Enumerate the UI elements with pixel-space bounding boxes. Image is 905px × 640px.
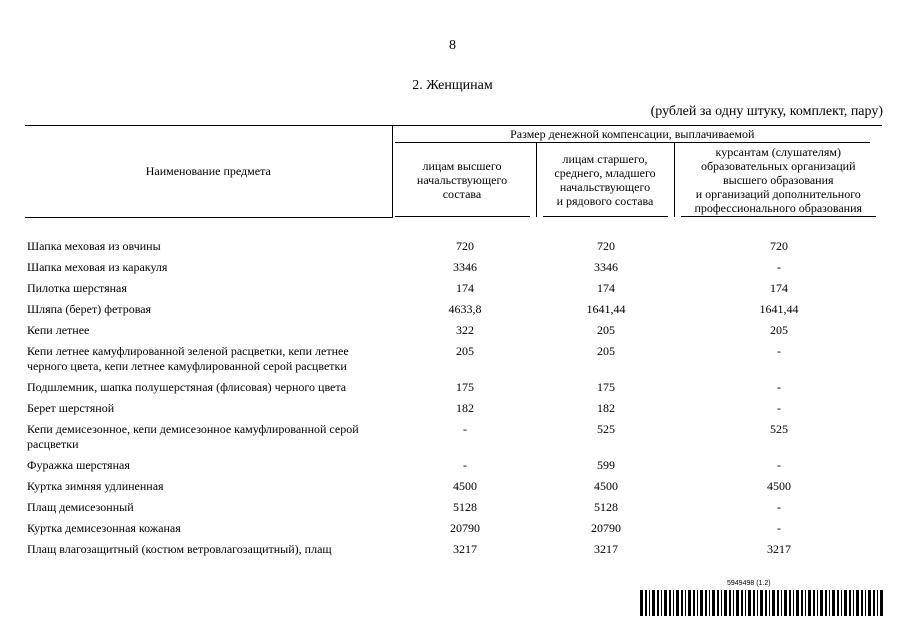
header-line: начальствующего [416,172,508,187]
item-name-cell: Кепи летнее камуфлированной зеленой расцветки, кепи летнее черного цвета, кепи летнее камуфлированной серой расцветки [27,343,349,373]
barcode-bar [841,590,842,616]
header-line: начальствующего [559,179,651,194]
barcode-bar [808,590,811,616]
cadets-value: 174 [770,280,788,295]
senior-command-value: 3346 [453,259,477,274]
barcode-bar [753,590,755,616]
senior-command-value: 20790 [450,520,480,535]
mid-junior-rank-value: 3346 [594,259,618,274]
senior-command-value: 4633,8 [448,301,482,316]
mid-junior-rank-value: 174 [597,280,615,295]
item-name-cell: Фуражка шерстяная [27,457,130,472]
mid-junior-rank-value: 20790 [591,520,621,535]
barcode-bar [745,590,746,616]
senior-command-value: 720 [456,238,474,253]
barcode-bar [664,590,667,616]
barcode-bar [676,590,679,616]
mid-junior-rank-value: 599 [597,457,615,472]
barcode-bar [661,590,662,616]
header-line: и организаций дополнительного [695,186,861,201]
barcode-bar [784,590,787,616]
barcode-bar [868,590,871,616]
barcode-bar [645,590,647,616]
item-name-cell: Берет шерстяной [27,400,115,415]
barcode-bar [765,590,767,616]
senior-command-value: - [463,421,467,436]
barcode-bar [736,590,739,616]
barcode-bar [712,590,715,616]
header-item-name: Наименование предмета [25,126,392,218]
senior-command-value: 5128 [453,499,477,514]
barcode-bar [748,590,751,616]
item-name-cell: Подшлемник, шапка полушерстяная (флисовая) черного цвета [27,379,347,394]
barcode-bar [829,590,830,616]
item-name-cell: Плащ влагозащитный (костюм ветровлагозащитный), плащ [27,541,332,556]
mid-junior-rank-value: 525 [597,421,615,436]
cadets-value: - [777,400,781,415]
barcode-bar [880,590,883,616]
barcode-bar [832,590,835,616]
item-name-cell: Плащ демисезонный [27,499,134,514]
header-line: курсантам (слушателям) [715,144,841,159]
barcode-bar [669,590,671,616]
header-mid-junior-rank [536,143,674,217]
header-compensation-label: Размер денежной компенсации, выплачиваемой [395,126,871,143]
mid-junior-rank-value: 4500 [594,478,618,493]
cadets-value: 525 [770,421,788,436]
cadets-value: - [777,457,781,472]
barcode-bar [652,590,655,616]
table-row [25,539,882,560]
barcode-bar [772,590,775,616]
barcode-bar [640,590,643,616]
barcode-bar [760,590,763,616]
mid-junior-rank-value: 5128 [594,499,618,514]
item-name-cell: Кепи летнее [27,322,90,337]
barcode-bar [733,590,734,616]
barcode-bar [697,590,698,616]
table-row [25,299,882,320]
barcode-bar [657,590,659,616]
compensation-table [25,125,882,560]
cadets-value: 720 [770,238,788,253]
table-row [25,236,882,257]
header-line-group [694,145,862,215]
barcode-bar [865,590,866,616]
barcode-bar [681,590,683,616]
section-title: 2. Женщинам [412,78,493,93]
senior-command-value: 3217 [453,541,477,556]
table-row [25,257,882,278]
barcode-bar [801,590,803,616]
barcode-bar [873,590,875,616]
mid-junior-rank-value: 1641,44 [586,301,626,316]
barcode-bar [849,590,851,616]
cadets-value: - [777,499,781,514]
barcode-bar [781,590,782,616]
barcode-bar [688,590,691,616]
barcode-bar [853,590,854,616]
table-row [25,341,882,377]
barcode-image [640,590,883,616]
barcode-bar [793,590,794,616]
senior-command-value: - [463,457,467,472]
barcode-bar [805,590,806,616]
senior-command-value: 322 [456,322,474,337]
header-line-group [417,159,507,201]
mid-junior-rank-value: 175 [597,379,615,394]
senior-command-value: 4500 [453,478,477,493]
barcode-bar [861,590,863,616]
barcode-bar [837,590,839,616]
barcode-bar [877,590,878,616]
barcode-caption: 5949498 (1.2) [727,580,771,587]
barcode-bar [649,590,650,616]
header-cadets-text [681,143,877,217]
mid-junior-rank-value: 182 [597,400,615,415]
table-row [25,278,882,299]
barcode-bar [700,590,703,616]
item-name-cell: Куртка зимняя удлиненная [27,478,164,493]
item-name-cell: Куртка демисезонная кожаная [27,520,181,535]
barcode-bar [813,590,815,616]
barcode-bar [789,590,791,616]
barcode-bar [685,590,686,616]
table-row [25,320,882,341]
table-body [25,217,882,560]
barcode-bar [724,590,727,616]
barcode-bar [693,590,695,616]
header-line-group [554,152,655,208]
cadets-value: - [777,520,781,535]
barcode-bar [769,590,770,616]
item-name-cell: Шляпа (берет) фетровая [27,301,152,316]
barcode-bar [757,590,758,616]
table-row [25,377,882,398]
cadets-value: - [777,379,781,394]
senior-command-value: 174 [456,280,474,295]
barcode-bar [729,590,731,616]
mid-junior-rank-value: 3217 [594,541,618,556]
header-line: профессионального образования [694,200,863,215]
table-row [25,497,882,518]
item-name-cell: Шапка меховая из овчины [27,238,161,253]
header-senior-command-text [395,143,530,217]
header-compensation-group [392,126,882,144]
mid-junior-rank-value: 720 [597,238,615,253]
barcode-bar [741,590,743,616]
units-note: (рублей за одну штуку, комплект, пару) [650,104,883,119]
barcode-bar [705,590,707,616]
header-senior-command [392,143,536,217]
barcode-bar [709,590,710,616]
header-line: среднего, младшего [554,165,656,180]
senior-command-value: 205 [456,343,474,358]
mid-junior-rank-value: 205 [597,322,615,337]
cadets-value: 1641,44 [759,301,799,316]
cadets-value: - [777,259,781,274]
cadets-value: 3217 [767,541,791,556]
item-name-cell: Пилотка шерстяная [27,280,127,295]
header-cadets [674,143,882,217]
header-line: образовательных организаций [700,158,856,173]
header-line: состава [442,186,482,201]
cadets-value: 205 [770,322,788,337]
cadets-value: 4500 [767,478,791,493]
item-name-cell: Шапка меховая из каракуля [27,259,168,274]
header-line: и рядового состава [556,193,654,208]
header-line: лицам высшего [422,158,502,173]
table-row [25,419,882,455]
barcode-bar [844,590,847,616]
barcode-bar [796,590,799,616]
header-line: высшего образования [722,172,834,187]
senior-command-value: 182 [456,400,474,415]
header-mid-junior-rank-text [543,143,668,217]
header-line: лицам старшего, [562,151,648,166]
table-row [25,476,882,497]
barcode-bar [717,590,719,616]
item-name-cell: Кепи демисезонное, кепи демисезонное камуфлированной серой расцветки [27,421,359,451]
barcode-bar [820,590,823,616]
mid-junior-rank-value: 205 [597,343,615,358]
table-row [25,455,882,476]
barcode-bar [721,590,722,616]
senior-command-value: 175 [456,379,474,394]
barcode-bar [777,590,779,616]
page-number: 8 [449,38,456,53]
table-row [25,398,882,419]
table-row [25,518,882,539]
barcode-bar [673,590,674,616]
cadets-value: - [777,343,781,358]
barcode-bar [856,590,859,616]
barcode-bar [825,590,827,616]
barcode-bar [817,590,818,616]
